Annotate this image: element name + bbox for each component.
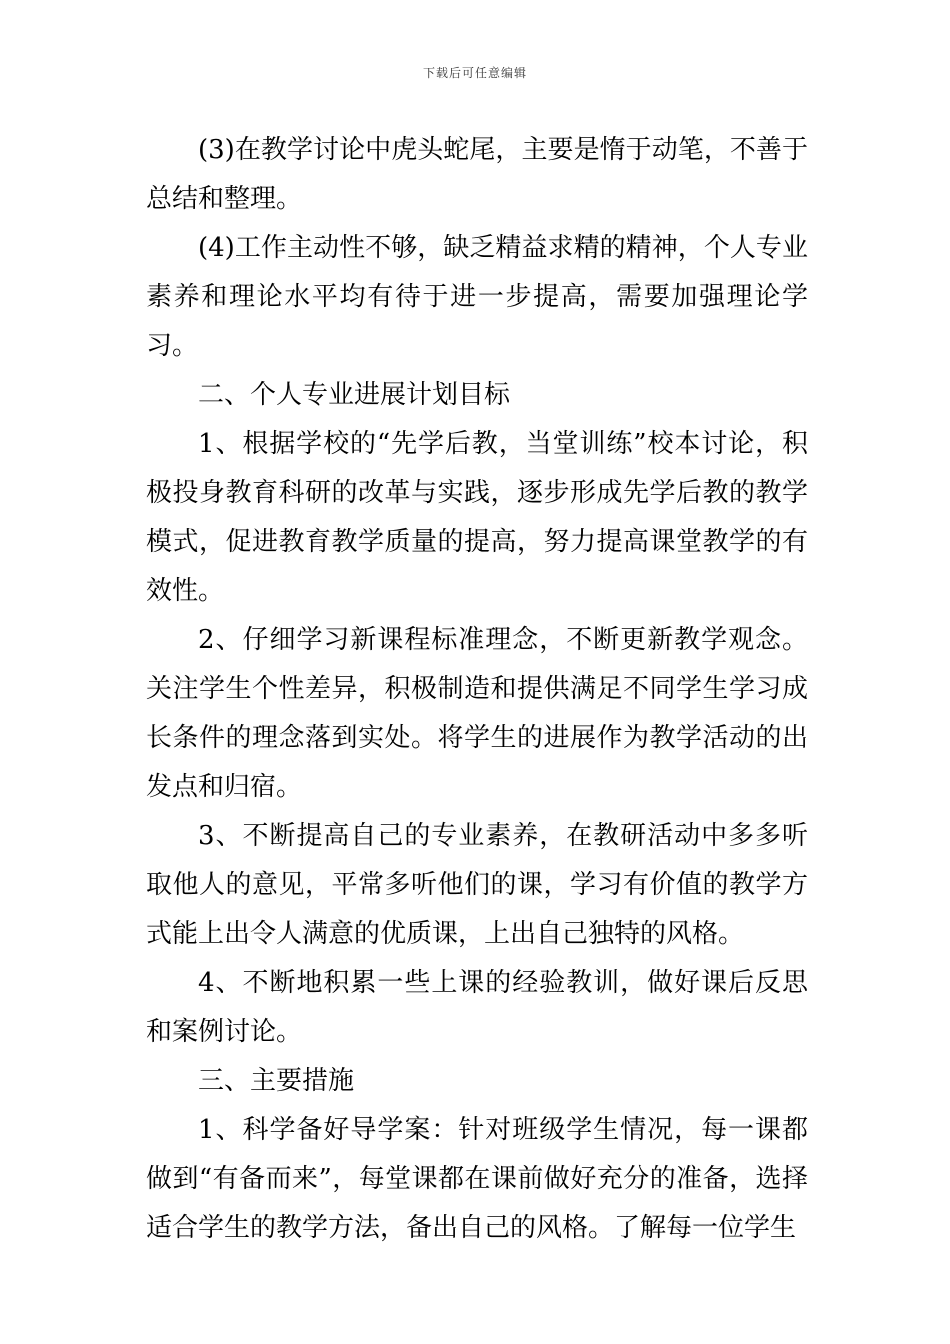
document-body (146, 126, 808, 1253)
page-header: 下载后可任意编辑 (422, 66, 527, 80)
paragraph-goal-1: 1、根据学校的“先学后教，当堂训练”校本讨论，积极投身教育科研的改革与实践，逐步形成先学后教的教学模式，促进教育教学质量的提高，努力提高课堂教学的有效性。 (146, 429, 808, 606)
section-heading-goals: 二、个人专业进展计划目标 (198, 380, 511, 410)
paragraph-goal-2: 2、仔细学习新课程标准理念，不断更新教学观念。关注学生个性差异，积极制造和提供满足不同学生学习成长条件的理念落到实处。将学生的进展作为教学活动的出发点和归宿。 (146, 625, 808, 802)
paragraph-goal-4: 4、不断地积累一些上课的经验教训，做好课后反思和案例讨论。 (146, 968, 808, 1047)
paragraph-shortcoming-4: (4)工作主动性不够，缺乏精益求精的精神，个人专业素养和理论水平均有待于进一步提高，需要加强理论学习。 (146, 233, 808, 361)
section-heading-measures: 三、主要措施 (198, 1066, 355, 1096)
paragraph-measure-1: 1、科学备好导学案：针对班级学生情况，每一课都做到“有备而来”，每堂课都在课前做好充分的准备，选择适合学生的教学方法，备出自己的风格。了解每一位学生 (146, 1115, 808, 1243)
paragraph-goal-3: 3、不断提高自己的专业素养，在教研活动中多多听取他人的意见，平常多听他们的课，学习有价值的教学方式能上出令人满意的优质课，上出自己独特的风格。 (146, 821, 808, 949)
paragraph-shortcoming-3: (3)在教学讨论中虎头蛇尾，主要是惰于动笔，不善于总结和整理。 (146, 135, 808, 214)
